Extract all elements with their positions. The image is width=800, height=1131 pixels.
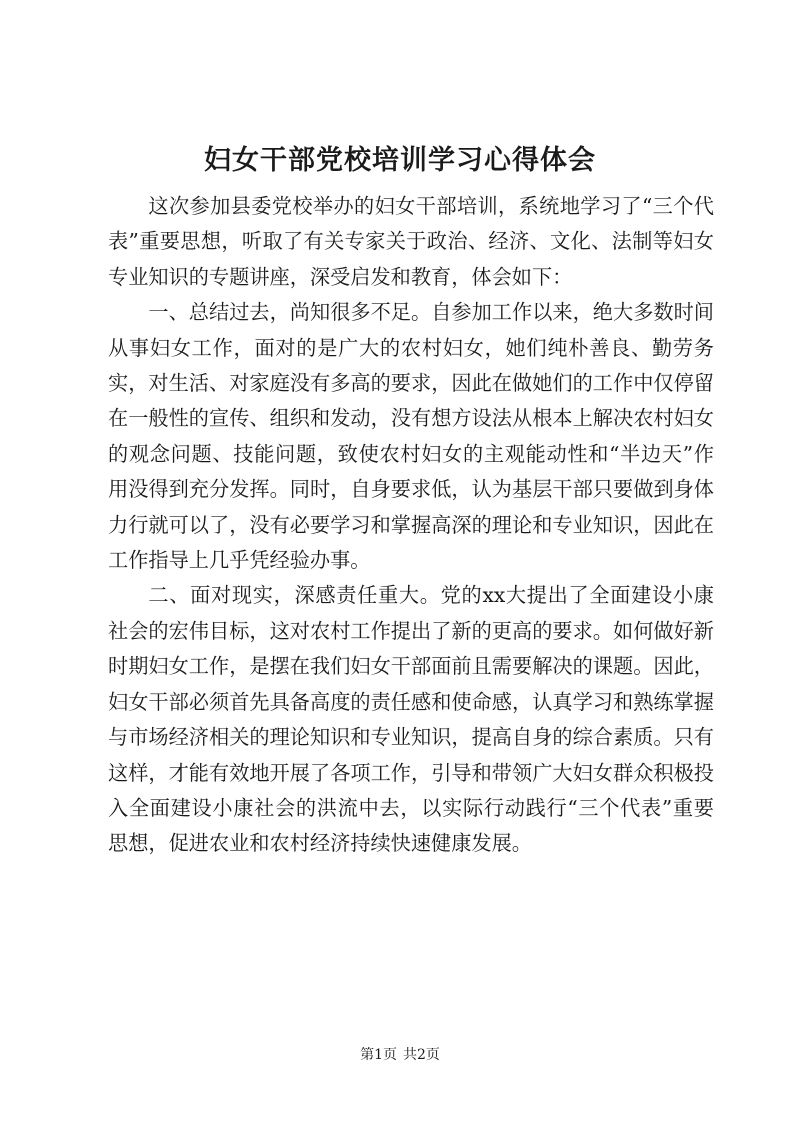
page-footer (0, 1044, 800, 1064)
paragraph-section-two: 二、面对现实，深感责任重大。党的xx大提出了全面建设小康社会的宏伟目标，这对农村工作提出了新的更高的要求。如何做好新时期妇女工作，是摆在我们妇女干部面前且需要解决的课题。因此，妇女干部必须首先具备高度的责任感和使命感，认真学习和熟练掌握与市场经济相关的理论知识和专业知识，提高自身的综合素质。只有这样，才能有效地开展了各项工作，引导和带领广大妇女群众积极投入全面建设小康社会的洪流中去，以实际行动践行“三个代表”重要思想，促进农业和农村经济持续快速健康发展。 (108, 583, 714, 856)
page-total: 共2页 (403, 1047, 440, 1063)
page-number: 第1页 (360, 1047, 397, 1063)
document-title: 妇女干部党校培训学习心得体会 (204, 145, 596, 176)
paragraph-section-one: 一、总结过去，尚知很多不足。自参加工作以来，绝大多数时间从事妇女工作，面对的是广大的农村妇女，她们纯朴善良、勤劳务实，对生活、对家庭没有多高的要求，因此在做她们的工作中仅停留在一般性的宣传、组织和发动，没有想方设法从根本上解决农村妇女的观念问题、技能问题，致使农村妇女的主观能动性和“半边天”作用没得到充分发挥。同时，自身要求低，认为基层干部只要做到身体力行就可以了，没有必要学习和掌握高深的理论和专业知识，因此在工作指导上几乎凭经验办事。 (108, 300, 714, 573)
document-body (108, 189, 714, 862)
paragraph-intro: 这次参加县委党校举办的妇女干部培训，系统地学习了“三个代表”重要思想，听取了有关专家关于政治、经济、文化、法制等妇女专业知识的专题讲座，深受启发和教育，体会如下： (108, 194, 714, 289)
